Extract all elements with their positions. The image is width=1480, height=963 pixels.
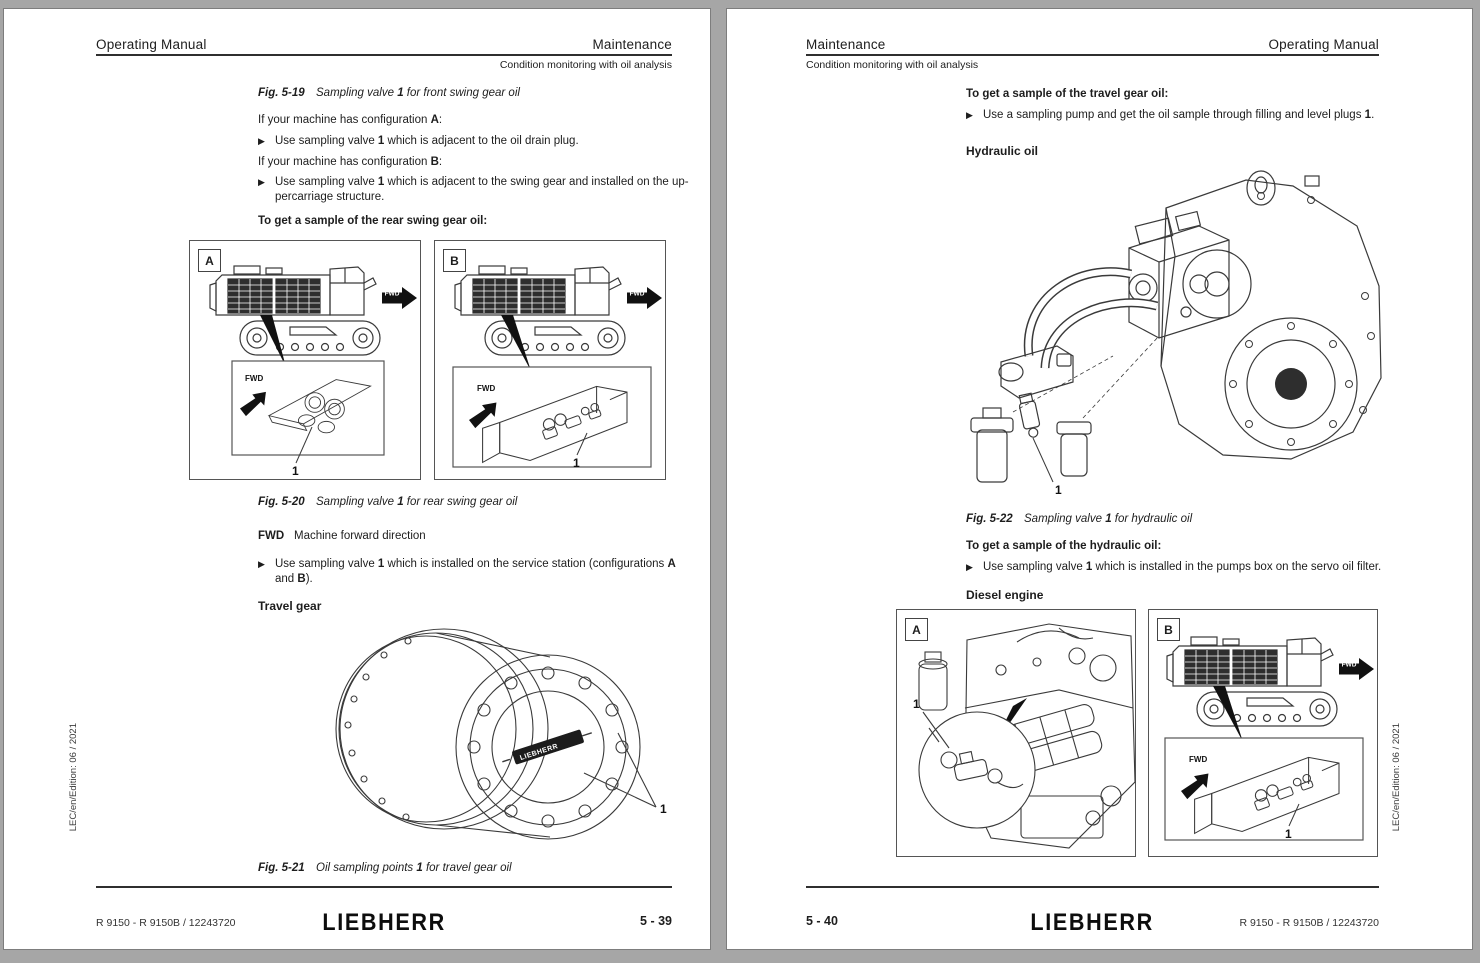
fig-5-22-label: Fig. 5-22 — [966, 513, 1013, 525]
fig-5-21-caption: Fig. 5-21 Oil sampling points 1 for travel gear oil — [258, 862, 512, 874]
callout-1-label: 1 — [1055, 483, 1062, 497]
fig-5-19-caption: Fig. 5-19 Sampling valve 1 for front swing gear oil — [258, 87, 520, 99]
footer-page-number: 5 - 40 — [806, 914, 838, 928]
config-b-line: If your machine has configuration B: — [258, 156, 443, 168]
bullet-oil-drain: ▶ Use sampling valve 1 which is adjacent to the oil drain plug. — [258, 135, 579, 147]
bullet-marker-icon: ▶ — [258, 559, 265, 569]
footer-document-number: R 9150 - R 9150B / 12243720 — [96, 917, 236, 929]
heading-travel-gear-sample: To get a sample of the travel gear oil: — [966, 88, 1169, 100]
page-right — [726, 8, 1473, 950]
diesel-box-b — [1148, 609, 1378, 857]
fwd-inset-label: FWD — [477, 384, 496, 393]
hydraulic-pump-illustration — [961, 166, 1391, 507]
excavator-illustration-b2 — [1149, 610, 1379, 858]
fig-5-22-caption: Fig. 5-22 Sampling valve 1 for hydraulic oil — [966, 513, 1193, 525]
diesel-engine-illustration — [897, 610, 1137, 858]
bullet-service-station: ▶ Use sampling valve 1 which is installed on the service station (configurations A and B). — [258, 558, 676, 585]
config-label-b: B — [443, 249, 466, 272]
excavator-illustration-a — [190, 241, 422, 481]
header-subtitle: Condition monitoring with oil analysis — [806, 59, 979, 71]
config-label-b: B — [1157, 618, 1180, 641]
fig-5-19-label: Fig. 5-19 — [258, 87, 305, 99]
bullet-servo-filter: ▶ Use sampling valve 1 which is installed in the pumps box on the servo oil filter. — [966, 561, 1382, 573]
header-subtitle: Condition monitoring with oil analysis — [499, 59, 672, 71]
heading-rear-swing-oil: To get a sample of the rear swing gear oil: — [258, 215, 488, 227]
bullet-marker-icon: ▶ — [966, 562, 973, 572]
header-right: Operating Manual — [1268, 37, 1379, 52]
fig-5-20-caption: Fig. 5-20 Sampling valve 1 for rear swing gear oil — [258, 496, 518, 508]
fwd-arrow-label: FWD — [1341, 661, 1357, 669]
callout-1-label: 1 — [660, 802, 667, 816]
fwd-definition: FWD Machine forward direction — [258, 530, 426, 542]
bullet-marker-icon: ▶ — [258, 177, 265, 187]
footer-rule — [806, 886, 1379, 888]
callout-triangle — [260, 315, 286, 367]
header-left: Operating Manual — [96, 37, 207, 52]
fwd-arrow-label: FWD — [384, 290, 400, 298]
edition-sidebar-text: LEC/en/Edition: 06 / 2021 — [68, 723, 79, 832]
bullet-marker-icon: ▶ — [258, 136, 265, 146]
header-left: Maintenance — [806, 37, 886, 52]
heading-hydraulic-sample: To get a sample of the hydraulic oil: — [966, 540, 1162, 552]
footer-rule — [96, 886, 672, 888]
liebherr-logo: LIEBHERR — [322, 909, 446, 936]
edition-sidebar-text: LEC/en/Edition: 06 / 2021 — [1391, 723, 1402, 832]
diesel-box-a — [896, 609, 1136, 857]
bullet-sampling-pump: ▶ Use a sampling pump and get the oil sample through filling and level plugs 1. — [966, 109, 1375, 121]
heading-hydraulic-oil: Hydraulic oil — [966, 144, 1039, 158]
heading-diesel-engine: Diesel engine — [966, 588, 1044, 602]
fig-5-20-label: Fig. 5-20 — [258, 496, 305, 508]
callout-1-label: 1 — [1285, 827, 1292, 841]
page-left — [3, 8, 711, 950]
fig-5-20-box-a — [189, 240, 421, 480]
bullet-marker-icon: ▶ — [966, 110, 973, 120]
callout-triangle — [501, 315, 531, 371]
header-rule — [96, 54, 672, 56]
callout-1-label: 1 — [573, 456, 580, 470]
travel-gear-illustration — [332, 617, 692, 859]
config-a-line: If your machine has configuration A: — [258, 114, 443, 126]
fig-5-20-box-b — [434, 240, 666, 480]
hub-brand-label: LIEBHERR — [519, 743, 560, 762]
callout-1-label: 1 — [913, 697, 920, 711]
callout-1-label: 1 — [292, 464, 299, 478]
callout-triangle — [1213, 686, 1243, 742]
config-label-a: A — [905, 618, 928, 641]
config-label-a: A — [198, 249, 221, 272]
footer-document-number: R 9150 - R 9150B / 12243720 — [1239, 917, 1379, 929]
bullet-uppercarriage: ▶ Use sampling valve 1 which is adjacent to the swing gear and installed on the up- percarriage structure. — [258, 176, 689, 203]
fwd-inset-label: FWD — [245, 374, 264, 383]
fwd-arrow-label: FWD — [629, 290, 645, 298]
liebherr-logo: LIEBHERR — [1030, 909, 1155, 936]
header-right: Maintenance — [592, 37, 672, 52]
header-rule — [806, 54, 1379, 56]
heading-travel-gear: Travel gear — [258, 599, 322, 613]
excavator-illustration-b — [435, 241, 667, 481]
footer-page-number: 5 - 39 — [640, 914, 672, 928]
fwd-inset-label: FWD — [1189, 755, 1208, 764]
fig-5-21-label: Fig. 5-21 — [258, 862, 305, 874]
